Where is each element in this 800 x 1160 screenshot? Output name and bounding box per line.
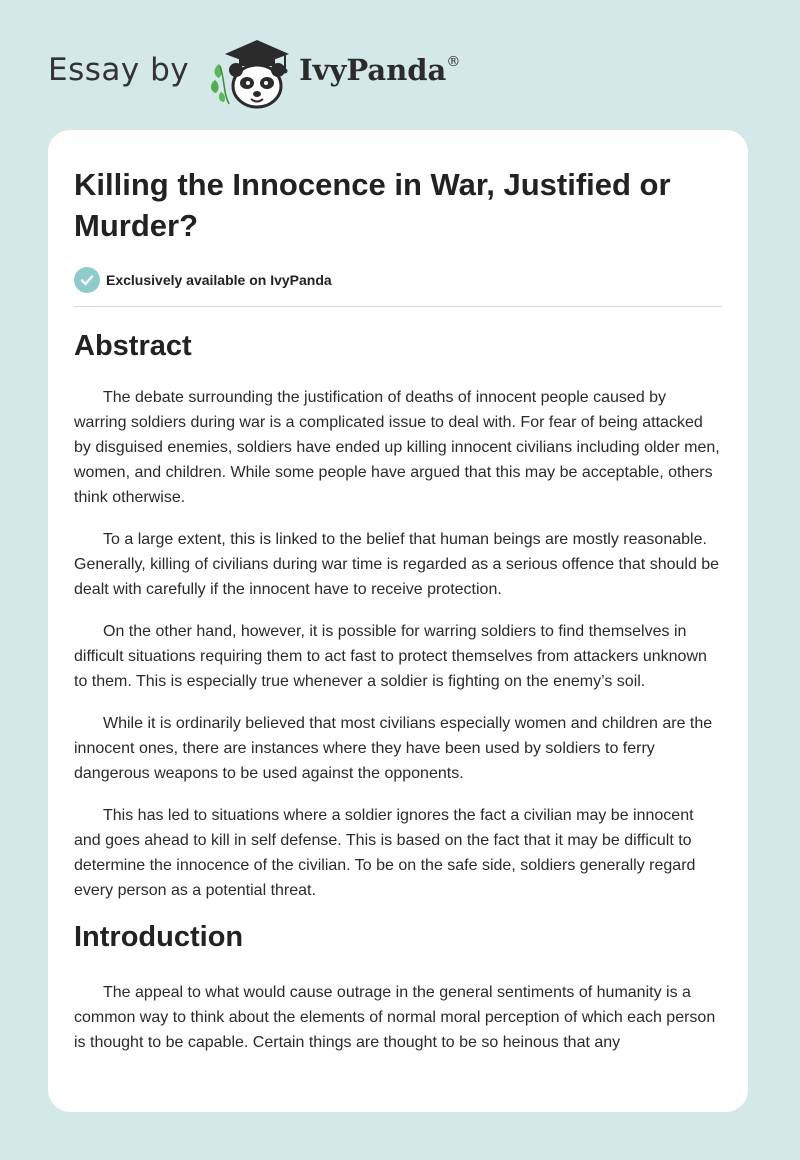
section-heading-introduction: Introduction — [74, 921, 244, 953]
divider — [74, 306, 722, 307]
registered-mark: ® — [446, 54, 461, 70]
brand-name: IvyPanda® — [299, 53, 461, 87]
essay-card — [48, 130, 748, 1112]
site-header — [48, 30, 748, 110]
paragraph: On the other hand, however, it is possible for warring soldiers to find themselves in difficult situations requiring them to act fast to protect themselves from attackers unknown to them. This is especially true whenever a soldier is fighting on the enemy’s soil. — [74, 623, 707, 690]
paragraph: This has led to situations where a soldier ignores the fact a civilian may be innocent and goes ahead to kill in self defense. This is based on the fact that it may be difficult to determine the innocence of the civilian. To be on the safe side, soldiers generally regard every person as a potential threat. — [74, 807, 696, 899]
exclusive-badge — [74, 266, 722, 294]
badge-text: Exclusively available on IvyPanda — [106, 272, 332, 288]
check-icon — [74, 267, 100, 293]
paragraph: The debate surrounding the justification of deaths of innocent people caused by warring soldiers during war is a complicated issue to deal with. For fear of being attacked by disguised enemies, soldiers have ended up killing innocent civilians including older men, women, and children. While some people have argued that this may be acceptable, others think otherwise. — [74, 389, 720, 506]
paragraph: The appeal to what would cause outrage in the general sentiments of humanity is a common way to think about the elements of normal moral perception of which each person is thought to be capable. Certain things are thought to be so heinous that any — [74, 984, 716, 1051]
paragraph: While it is ordinarily believed that most civilians especially women and children are the innocent ones, there are instances where they have been used by soldiers to ferry dangerous weapons to be used against the opponents. — [74, 715, 713, 782]
essay-by-label: Essay by — [48, 52, 190, 88]
essay-title: Killing the Innocence in War, Justified or Murder? — [74, 167, 671, 243]
ivypanda-logo-icon — [205, 30, 295, 110]
paragraph: To a large extent, this is linked to the belief that human beings are mostly reasonable. Generally, killing of civilians during war time is regarded as a serious offence that should be dealt with carefully if the innocent have to receive protection. — [74, 531, 720, 598]
section-heading-abstract: Abstract — [74, 330, 192, 362]
